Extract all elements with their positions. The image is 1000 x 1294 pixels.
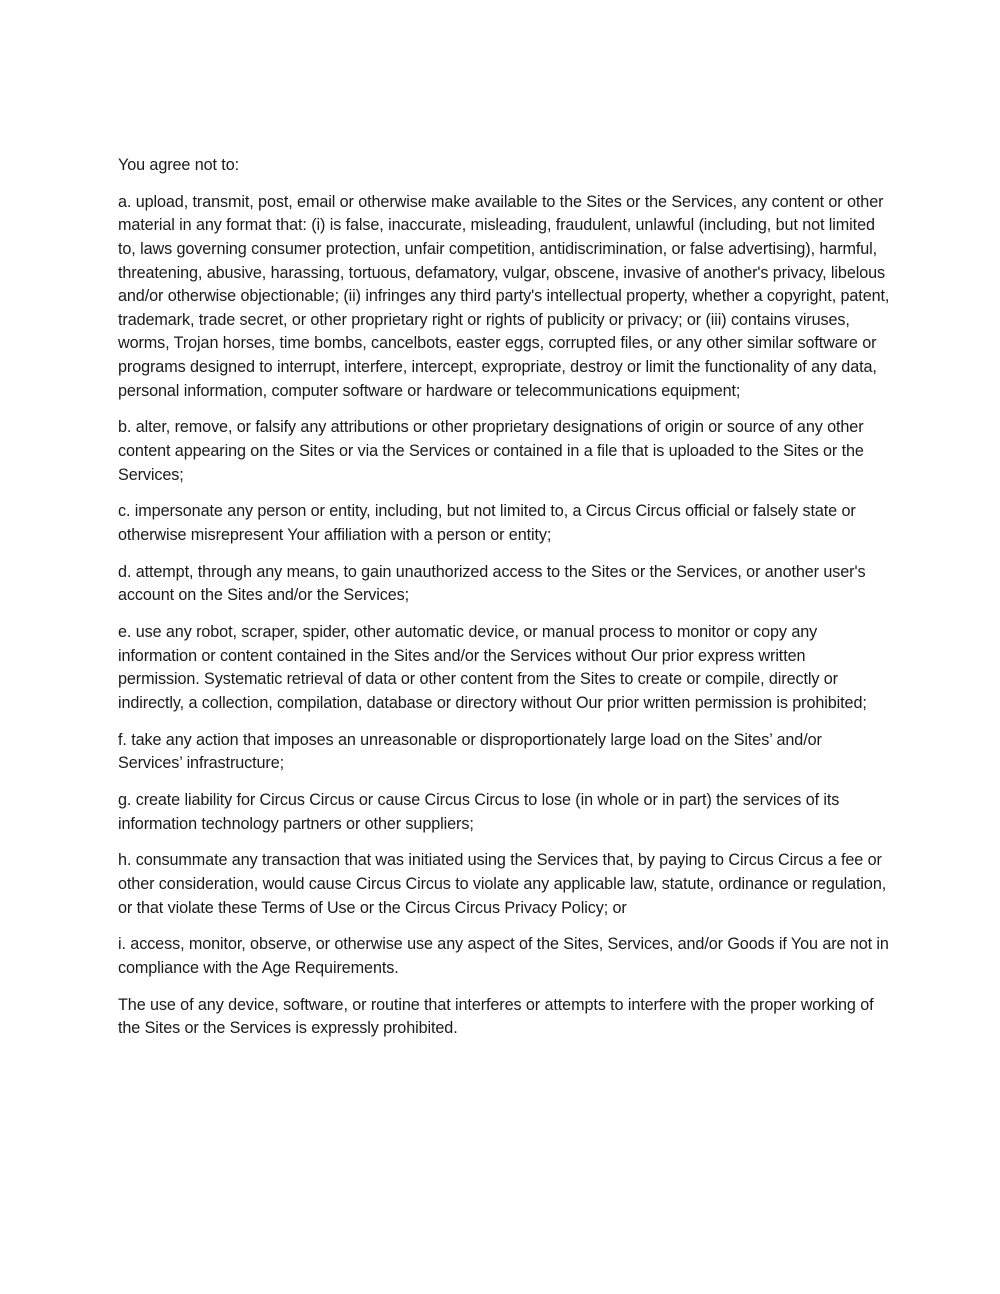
- clause-g: g. create liability for Circus Circus or cause Circus Circus to lose (in whole or in part) the services of its information technology partners or other suppliers;: [118, 790, 840, 833]
- clause-f: f. take any action that imposes an unreasonable or disproportionately large load on the Sites’ and/or Services’ infrastructure;: [118, 730, 822, 773]
- clause-a: a. upload, transmit, post, email or otherwise make available to the Sites or the Services, any content or other material in any format that: (i) is false, inaccurate, misleading, fraudulent, unlawful (including, but not limited to, laws governing consumer protection, unfair competition, antidiscrimination, or false advertising), harmful, threatening, abusive, harassing, tortuous, defamatory, vulgar, obscene, invasive of another's privacy, libelous and/or otherwise objectionable; (ii) infringes any third party's intellectual property, whether a copyright, patent, trademark, trade secret, or other proprietary right or rights of publicity or privacy; or (iii) contains viruses, worms, Trojan horses, time bombs, cancelbots, easter eggs, corrupted files, or any other similar software or programs designed to interrupt, interfere, intercept, expropriate, destroy or limit the functionality of any data, personal information, computer software or hardware or telecommunications equipment;: [118, 192, 890, 400]
- clause-h: h. consummate any transaction that was initiated using the Services that, by paying to Circus Circus a fee or other consideration, would cause Circus Circus to violate any applicable law, statute, ordinance or regulation, or that violate these Terms of Use or the Circus Circus Privacy Policy; or: [118, 851, 887, 917]
- clause-e: e. use any robot, scraper, spider, other automatic device, or manual process to monitor or copy any information or content contained in the Sites and/or the Services without Our prior express written permission. Systematic retrieval of data or other content from the Sites to create or compile, directly or indirectly, a collection, compilation, database or directory without Our prior written permission is prohibited;: [118, 623, 867, 712]
- clause-d: d. attempt, through any means, to gain unauthorized access to the Sites or the Services, or another user's account on the Sites and/or the Services;: [118, 562, 866, 605]
- intro-paragraph: You agree not to:: [118, 156, 240, 174]
- clause-i: i. access, monitor, observe, or otherwise use any aspect of the Sites, Services, and/or Goods if You are not in compliance with the Age Requirements.: [118, 935, 889, 977]
- document-page: [118, 154, 890, 1054]
- closing-paragraph: The use of any device, software, or routine that interferes or attempts to interfere with the proper working of the Sites or the Services is expressly prohibited.: [118, 995, 874, 1038]
- clause-b: b. alter, remove, or falsify any attributions or other proprietary designations of origin or source of any other content appearing on the Sites or via the Services or contained in a file that is uploaded to the Sites or the Services;: [118, 418, 864, 484]
- clause-c: c. impersonate any person or entity, including, but not limited to, a Circus Circus official or falsely state or otherwise misrepresent Your affiliation with a person or entity;: [118, 502, 856, 544]
